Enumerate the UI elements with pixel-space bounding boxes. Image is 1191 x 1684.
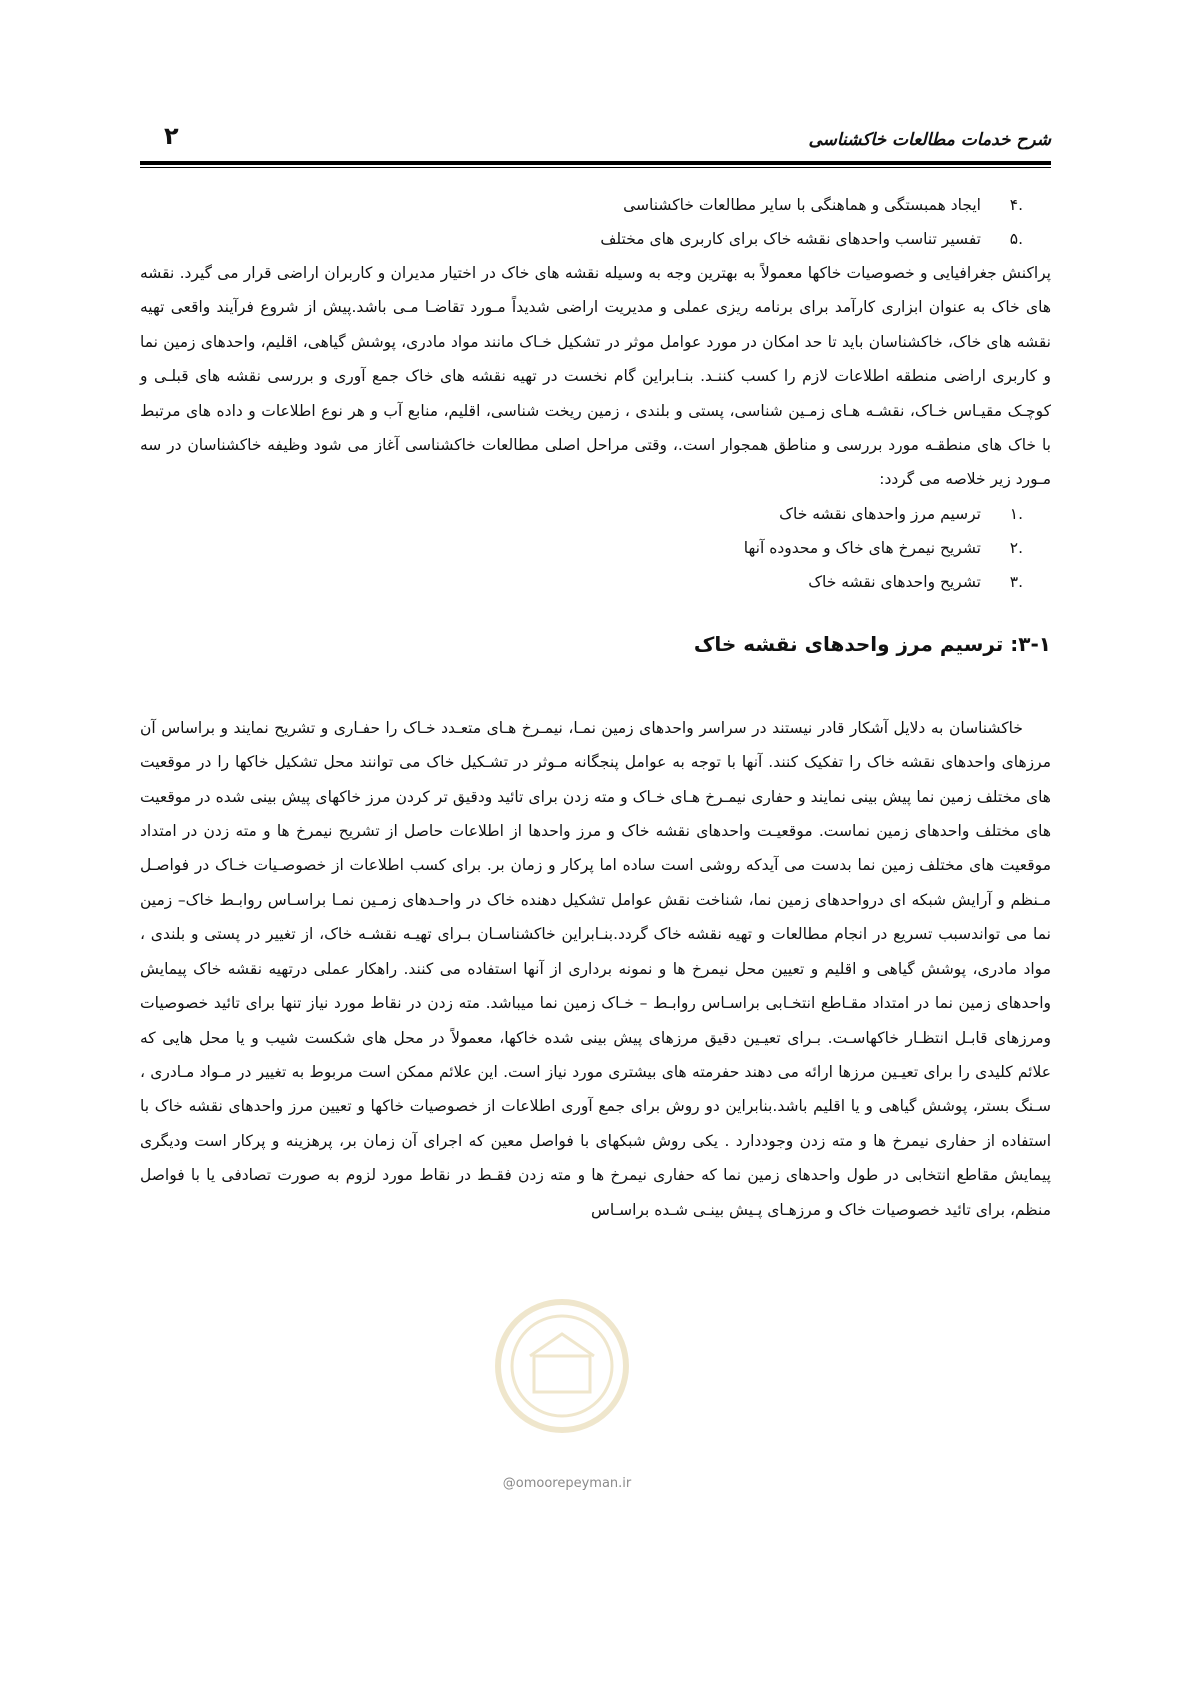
- body-paragraph-main: خاکشناسان به دلایل آشکار قادر نیستند در سراسر واحدهای زمین نمـا، نیمـرخ هـای متعـدد خـاک را حفـاری و تشریح نمایند و براساس آن مرزهای واحدهای نقشه خاک را تفکیک کنند. آنها با توجه به عوامل پنجگانه مـوثر در تشـکیل خاک می توانند محل تشکیل خاکها را در موقعیت های مختلف زمین نما پیش بینی نمایند و حفاری نیمـرخ هـای خـاک و مته زدن برای تائید ودقیق تر کردن مرز خاکهای پیش بینی شده در موقعیت های مختلف واحدهای زمین نماست. موقعیـت واحدهای نقشه خاک و مرز واحدها از اطلاعات حاصل از تشریح نیمرخ ها و مته زدن در امتداد موقعیت های مختلف زمین نما بدست می آیدکه روشی است ساده اما پرکار و زمان بر. برای کسب اطلاعات از خصوصـیات خـاک در فواصـل مـنظم و آرایش شبکه ای درواحدهای زمین نما، شناخت نقش عوامل تشکیل دهنده خاک در واحـدهای زمـین نمـا براسـاس روابـط خاک– زمین نما می تواندسبب تسریع در انجام مطالعات و تهیه نقشه خاک گردد.بنـابراین خاکشناسـان بـرای تهیـه نقشـه خاک، از تغییر در پستی و بلندی ، مواد مادری، پوشش گیاهی و اقلیم و تعیین محل نیمرخ ها و نمونه برداری از آنها استفاده می کنند. راهکار عملی درتهیه نقشه خاک پیمایش واحدهای زمین نما در امتداد مقـاطع انتخـابی براسـاس روابـط – خـاک زمین نما میباشد. مته زدن در نقاط مورد نیاز تنها برای تائید خصوصیات ومرزهای قابـل انتظـار خاکهاسـت. بـرای تعیـین دقیق مرزهای پیش بینی شده خاکها، معمولاً در محل های شکست شیب و یا محل هایی که علائم کلیدی را برای تعیـین مرزها ارائه می دهند حفرمته های بیشتری مورد نیاز است. این علائم ممکن است مربوط به تغییر در مـواد مـادری ، سـنگ بستر، پوشش گیاهی و یا اقلیم باشد.بنابراین دو روش برای جمع آوری اطلاعات از خصوصیات خاکها و تعیین مرز واحدهای نقشه خاک با استفاده از حفاری نیمرخ ها و مته زدن وجوددارد . یکی روش شبکهای با فواصل معین که اجرای آن زمان بر، پرهزینه و پرکار است ودیگری پیمایش مقاطع انتخابی در طول واحدهای زمین نما که حفاری نیمرخ ها و مته زدن فقـط در نقاط مورد لزوم به صورت تصادفی یا با فواصل منظم، برای تائید خصوصیات خاک و مرزهـای پـیش بینـی شـده براسـاس: [140, 718, 1051, 1219]
- watermark-seal: [492, 1296, 632, 1436]
- list-number: .۴: [1009, 196, 1023, 214]
- seal-building: [534, 1356, 590, 1392]
- section-heading: ۳-۱: ترسیم مرز واحدهای نقشه خاک: [693, 631, 1051, 656]
- seal-outer-ring: [498, 1302, 626, 1430]
- body-paragraph-intro: پراکنش جغرافیایی و خصوصیات خاکها معمولاً به بهترین وجه به وسیله نقشه های خاک در اختیار مدیران و کاربران اراضی قرار می گیرد. نقشه های خاک به عنوان ابزاری کارآمد برای برنامه ریزی عملی و مدیریت اراضی شدیداً مـورد تقاضـا مـی باشد.پیش از شروع فرآیند واقعی تهیه نقشه های خاک، خاکشناسان باید تا حد امکان در مورد عوامل موثر در تشکیل خـاک مانند مواد مادری، پوشش گیاهی، اقلیم، واحدهای زمین نما و کاربری اراضی منطقه اطلاعات لازم را کسب کننـد. بنـابراین گام نخست در تهیه نقشه های خاک جمع آوری و بررسی نقشه های قبلـی و کوچـک مقیـاس خـاک، نقشـه هـای زمـین شناسی، پستی و بلندی ، زمین ریخت شناسی، اقلیم، منابع آب و هر نوع اطلاعات و داده های مرتبط با خاک های منطقـه مورد بررسی و مناطق همجوار است.، وقتی مراحل اصلی مطالعات خاکشناسی آغاز می شود وظیفه خاکشناسان در سه مـورد زیر خلاصه می گردد:: [140, 264, 1051, 489]
- list-item: [140, 497, 1051, 531]
- list-item: [140, 565, 1051, 599]
- page-header: [140, 120, 1051, 170]
- header-rule-thick: [140, 161, 1051, 165]
- list-number: .۱: [1009, 504, 1023, 523]
- list-number: .۳: [1009, 572, 1023, 591]
- numbered-list-top: [140, 188, 1051, 256]
- list-item-text: ترسیم مرز واحدهای نقشه خاک: [779, 504, 981, 523]
- list-item-text: تشریح نیمرخ های خاک و محدوده آنها: [743, 538, 981, 557]
- running-title: شرح خدمات مطالعات خاکشناسی: [808, 130, 1051, 150]
- page-body: [140, 188, 1051, 1227]
- seal-roof: [530, 1334, 594, 1356]
- list-item: [140, 222, 1051, 256]
- header-rule-thin: [140, 167, 1051, 168]
- seal-inner-ring: [512, 1316, 612, 1416]
- list-item-text: تشریح واحدهای نقشه خاک: [808, 572, 981, 591]
- list-item: [140, 531, 1051, 565]
- numbered-list-tasks: [140, 497, 1051, 599]
- list-number: .۵: [1009, 230, 1023, 248]
- list-item-text: تفسیر تناسب واحدهای نقشه خاک برای کاربری های مختلف: [600, 230, 981, 248]
- page-number: ۲: [164, 122, 179, 150]
- list-item-text: ایجاد همبستگی و هماهنگی با سایر مطالعات خاکشناسی: [623, 196, 981, 214]
- list-number: .۲: [1009, 538, 1023, 557]
- watermark-url: @omoorepeyman.ir: [502, 1476, 632, 1491]
- list-item: [140, 188, 1051, 222]
